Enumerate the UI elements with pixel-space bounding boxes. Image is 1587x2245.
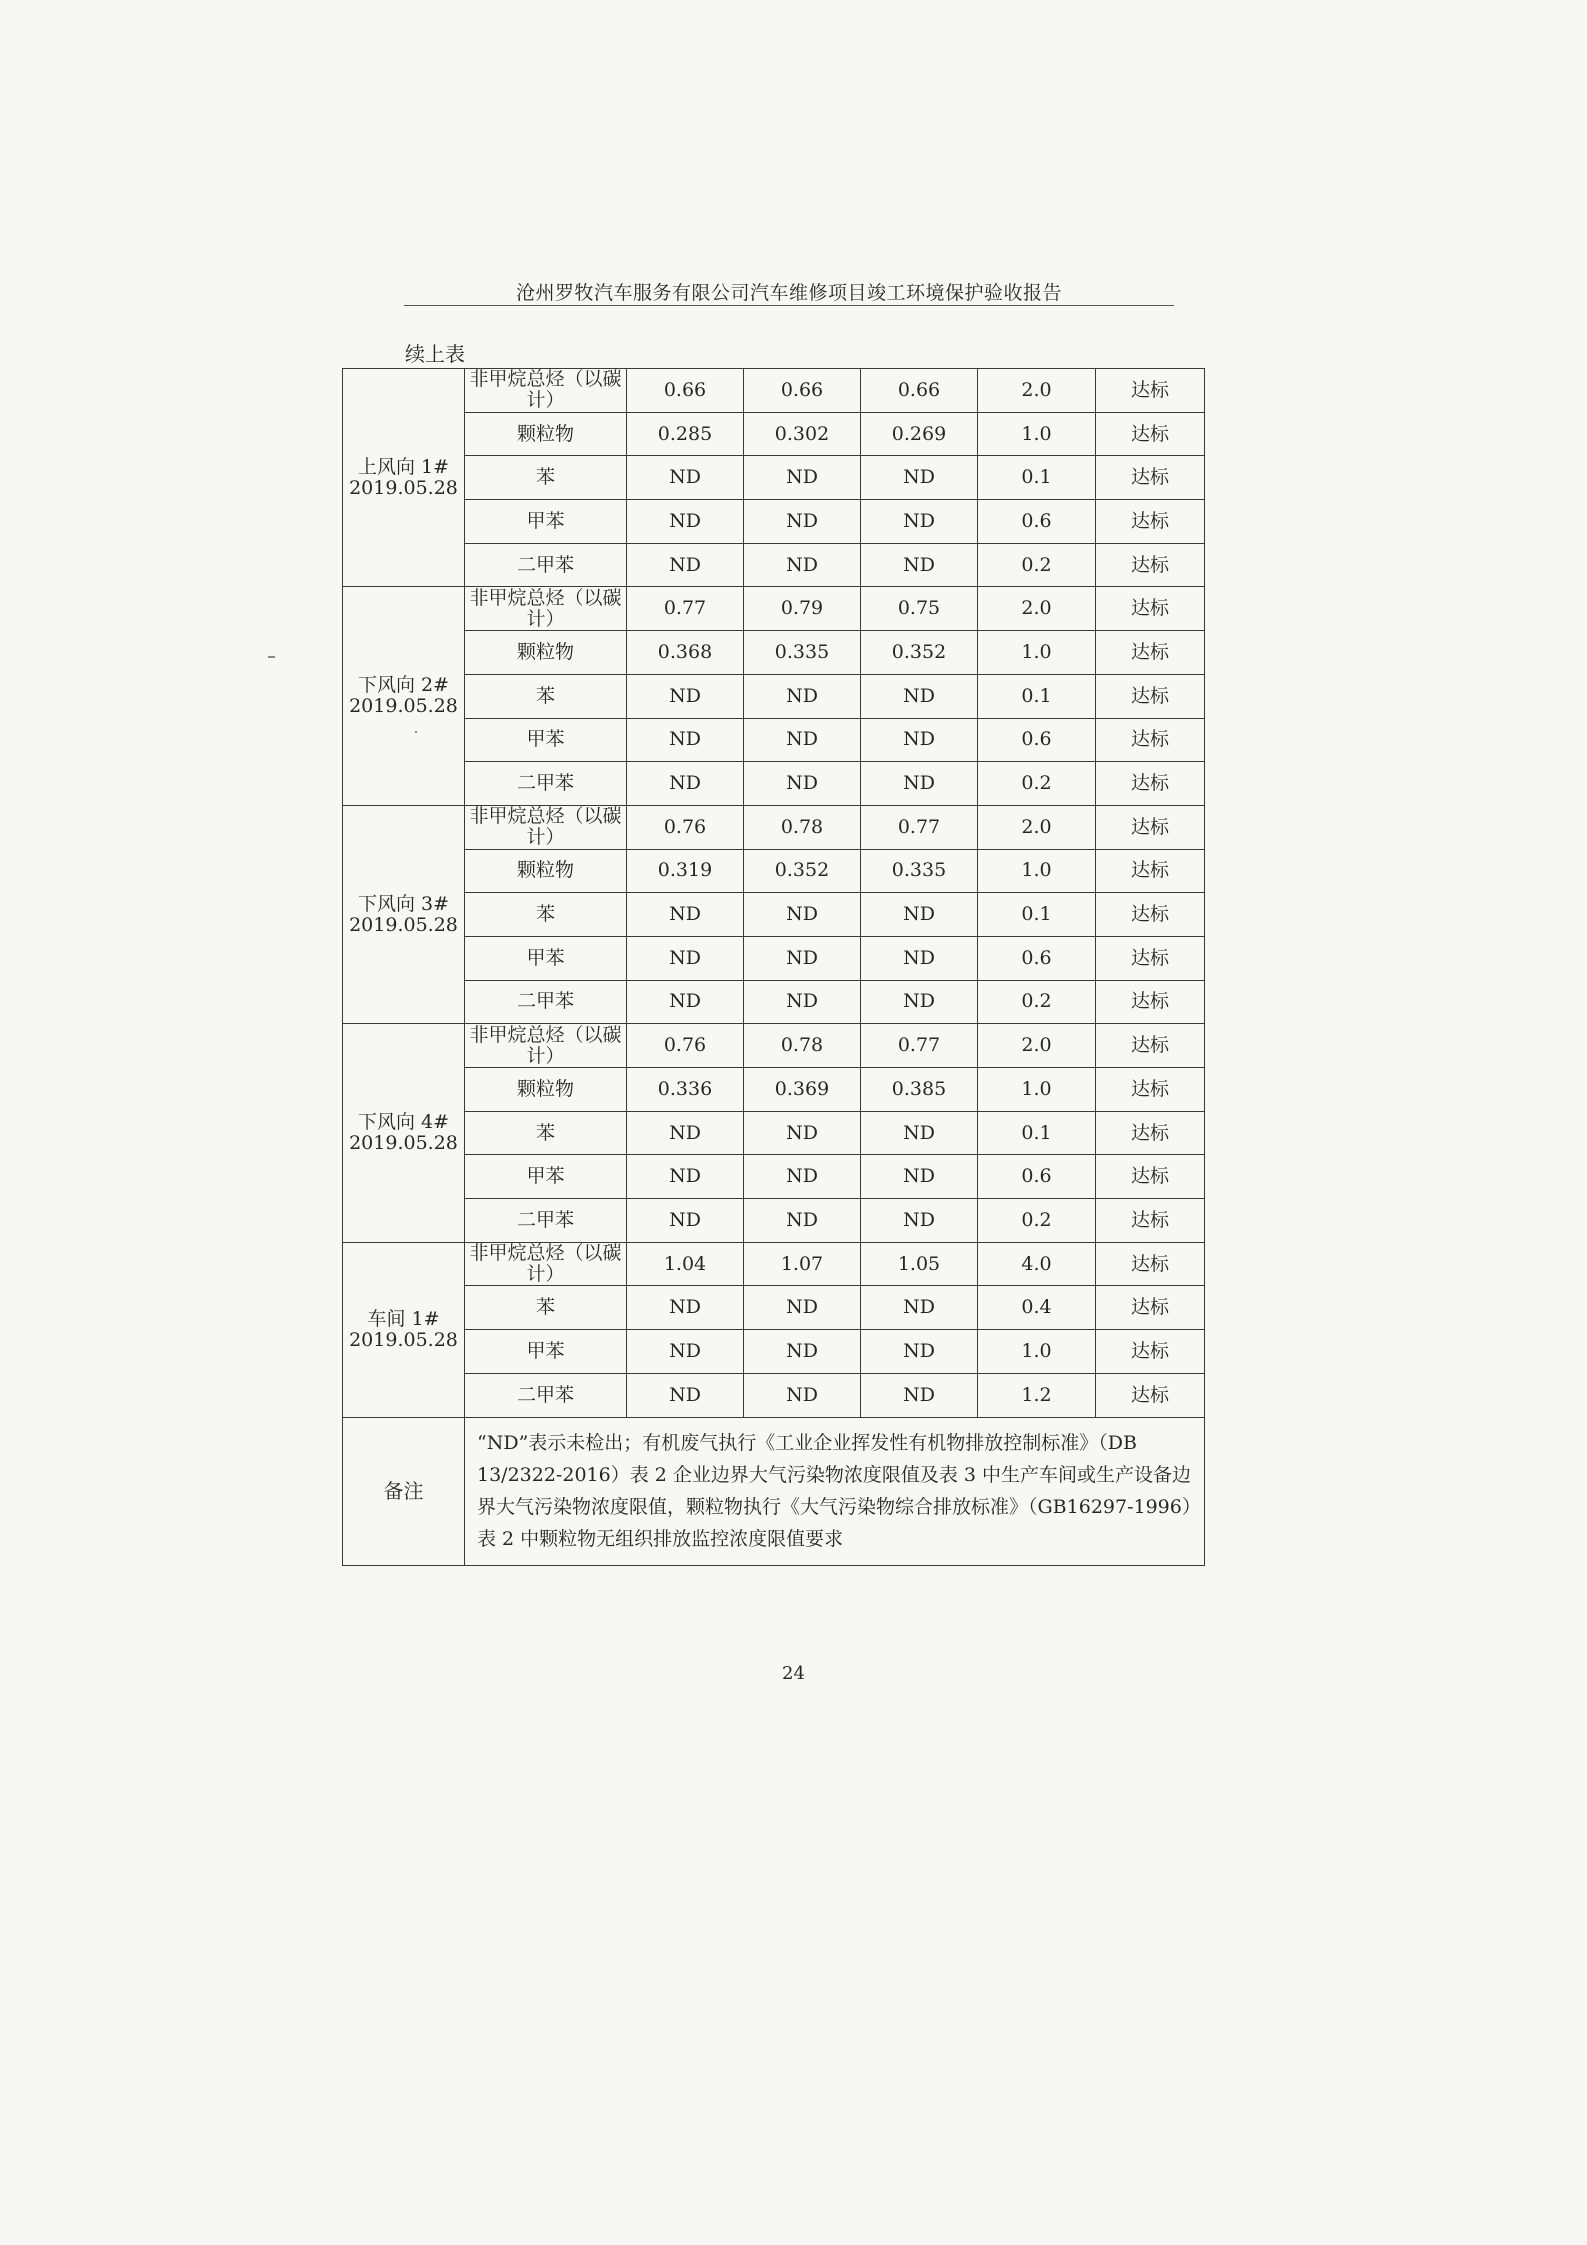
measured-value-2: 0.302 — [744, 412, 861, 456]
limit-value: 0.6 — [978, 500, 1096, 544]
limit-value: 0.2 — [978, 1199, 1096, 1243]
sampling-point-cell — [343, 369, 465, 587]
compliance-result: 达标 — [1096, 1286, 1205, 1330]
pollutant-item: 非甲烷总烃（以碳计） — [465, 805, 627, 849]
table-row — [343, 456, 1205, 500]
table-row — [343, 762, 1205, 806]
measured-value-1: 0.368 — [627, 631, 744, 675]
remark-label: 备注 — [343, 1417, 465, 1565]
measured-value-2: 0.79 — [744, 587, 861, 631]
pollutant-item: 非甲烷总烃（以碳计） — [465, 369, 627, 413]
sampling-date: 2019.05.28 — [349, 476, 458, 499]
table-row — [343, 849, 1205, 893]
table-row — [343, 500, 1205, 544]
report-header-title: 沧州罗牧汽车服务有限公司汽车维修项目竣工环境保护验收报告 — [515, 282, 1062, 304]
pollutant-item: 非甲烷总烃（以碳计） — [465, 1242, 627, 1286]
pollutant-item: 二甲苯 — [465, 1373, 627, 1417]
compliance-result: 达标 — [1096, 1373, 1205, 1417]
pollutant-item: 非甲烷总烃（以碳计） — [465, 587, 627, 631]
limit-value: 0.1 — [978, 893, 1096, 937]
measured-value-1: 0.77 — [627, 587, 744, 631]
compliance-result: 达标 — [1096, 631, 1205, 675]
sampling-date: 2019.05.28 — [349, 695, 458, 718]
measured-value-3: ND — [861, 762, 978, 806]
measured-value-2: ND — [744, 456, 861, 500]
measured-value-3: ND — [861, 674, 978, 718]
measured-value-1: 0.66 — [627, 369, 744, 413]
sampling-date: 2019.05.28 — [349, 1328, 458, 1351]
measured-value-3: ND — [861, 1111, 978, 1155]
measured-value-1: ND — [627, 543, 744, 587]
measured-value-3: ND — [861, 980, 978, 1024]
table-row — [343, 1111, 1205, 1155]
compliance-result: 达标 — [1096, 1330, 1205, 1374]
sampling-location: 下风向 4# — [357, 1111, 450, 1134]
measured-value-3: ND — [861, 500, 978, 544]
limit-value: 0.2 — [978, 980, 1096, 1024]
limit-value: 4.0 — [978, 1242, 1096, 1286]
measured-value-1: 0.285 — [627, 412, 744, 456]
compliance-result: 达标 — [1096, 762, 1205, 806]
pollutant-item: 二甲苯 — [465, 980, 627, 1024]
limit-value: 2.0 — [978, 1024, 1096, 1068]
measured-value-1: ND — [627, 674, 744, 718]
table-row — [343, 587, 1205, 631]
table-row — [343, 1373, 1205, 1417]
compliance-result: 达标 — [1096, 980, 1205, 1024]
table-row — [343, 412, 1205, 456]
compliance-result: 达标 — [1096, 1242, 1205, 1286]
measured-value-3: ND — [861, 1373, 978, 1417]
measured-value-1: ND — [627, 980, 744, 1024]
measured-value-3: 0.77 — [861, 1024, 978, 1068]
compliance-result: 达标 — [1096, 674, 1205, 718]
sampling-point-cell — [343, 1242, 465, 1417]
table-row — [343, 631, 1205, 675]
measured-value-2: 1.07 — [744, 1242, 861, 1286]
compliance-result: 达标 — [1096, 1199, 1205, 1243]
sampling-location: 下风向 2# — [357, 674, 450, 697]
compliance-result: 达标 — [1096, 1155, 1205, 1199]
pollutant-item: 颗粒物 — [465, 631, 627, 675]
compliance-result: 达标 — [1096, 412, 1205, 456]
pollutant-item: 苯 — [465, 1286, 627, 1330]
measured-value-3: ND — [861, 1199, 978, 1243]
measured-value-3: 0.269 — [861, 412, 978, 456]
limit-value: 1.0 — [978, 849, 1096, 893]
page-number: 24 — [782, 1663, 805, 1684]
header-rule — [404, 305, 1174, 306]
measured-value-2: ND — [744, 1373, 861, 1417]
table-body — [343, 369, 1205, 1566]
compliance-result: 达标 — [1096, 369, 1205, 413]
measured-value-3: ND — [861, 718, 978, 762]
table-row — [343, 1068, 1205, 1112]
measured-value-1: ND — [627, 1155, 744, 1199]
pollutant-item: 甲苯 — [465, 1330, 627, 1374]
pollutant-item: 苯 — [465, 893, 627, 937]
pollutant-item: 甲苯 — [465, 1155, 627, 1199]
measured-value-1: 1.04 — [627, 1242, 744, 1286]
measured-value-2: 0.352 — [744, 849, 861, 893]
table-row — [343, 1330, 1205, 1374]
measured-value-1: ND — [627, 1286, 744, 1330]
measured-value-2: 0.78 — [744, 805, 861, 849]
measured-value-1: ND — [627, 1199, 744, 1243]
measured-value-1: ND — [627, 762, 744, 806]
compliance-result: 达标 — [1096, 500, 1205, 544]
compliance-result: 达标 — [1096, 543, 1205, 587]
measured-value-2: ND — [744, 936, 861, 980]
sampling-point-cell — [343, 587, 465, 805]
limit-value: 1.0 — [978, 1330, 1096, 1374]
pollutant-item: 颗粒物 — [465, 849, 627, 893]
continuation-label: 续上表 — [405, 342, 465, 366]
pollutant-item: 甲苯 — [465, 718, 627, 762]
measured-value-1: ND — [627, 718, 744, 762]
pollutant-item: 苯 — [465, 1111, 627, 1155]
limit-value: 0.2 — [978, 762, 1096, 806]
compliance-result: 达标 — [1096, 587, 1205, 631]
measured-value-2: ND — [744, 980, 861, 1024]
table-row — [343, 369, 1205, 413]
measured-value-2: ND — [744, 1286, 861, 1330]
table-row — [343, 1024, 1205, 1068]
limit-value: 2.0 — [978, 805, 1096, 849]
measured-value-1: 0.76 — [627, 805, 744, 849]
compliance-result: 达标 — [1096, 893, 1205, 937]
pollutant-item: 苯 — [465, 456, 627, 500]
measured-value-3: 0.75 — [861, 587, 978, 631]
compliance-result: 达标 — [1096, 1111, 1205, 1155]
measured-value-1: ND — [627, 936, 744, 980]
pollutant-item: 甲苯 — [465, 500, 627, 544]
table-row — [343, 1242, 1205, 1286]
measured-value-2: 0.369 — [744, 1068, 861, 1112]
measured-value-2: ND — [744, 1155, 861, 1199]
measured-value-1: ND — [627, 1373, 744, 1417]
limit-value: 2.0 — [978, 369, 1096, 413]
measured-value-2: ND — [744, 893, 861, 937]
measured-value-1: ND — [627, 1111, 744, 1155]
measured-value-3: ND — [861, 1286, 978, 1330]
pollutant-item: 颗粒物 — [465, 1068, 627, 1112]
table-row — [343, 980, 1205, 1024]
limit-value: 0.6 — [978, 1155, 1096, 1199]
measured-value-2: 0.335 — [744, 631, 861, 675]
table-row — [343, 805, 1205, 849]
measured-value-3: 0.352 — [861, 631, 978, 675]
sampling-date: 2019.05.28 — [349, 1132, 458, 1155]
sampling-point-cell — [343, 805, 465, 1023]
measured-value-3: 0.77 — [861, 805, 978, 849]
limit-value: 1.0 — [978, 631, 1096, 675]
measured-value-1: 0.336 — [627, 1068, 744, 1112]
measured-value-2: ND — [744, 1111, 861, 1155]
sampling-location: 车间 1# — [367, 1307, 440, 1330]
measured-value-2: ND — [744, 500, 861, 544]
monitoring-results-table — [342, 368, 1205, 1566]
remark-text: “ND”表示未检出；有机废气执行《工业企业挥发性有机物排放控制标准》（DB 13/2322-2016）表 2 企业边界大气污染物浓度限值及表 3 中生产车间或生产设备边界大气污染物浓度限值，颗粒物执行《大气污染物综合排放标准》（GB16297-1996）表 2 中颗粒物无组织排放监控浓度限值要求 — [465, 1417, 1205, 1565]
measured-value-2: 0.78 — [744, 1024, 861, 1068]
sampling-location: 下风向 3# — [357, 892, 450, 915]
limit-value: 1.0 — [978, 1068, 1096, 1112]
pollutant-item: 二甲苯 — [465, 543, 627, 587]
pollutant-item: 颗粒物 — [465, 412, 627, 456]
measured-value-3: ND — [861, 456, 978, 500]
table-row — [343, 936, 1205, 980]
measured-value-3: ND — [861, 1330, 978, 1374]
measured-value-1: 0.76 — [627, 1024, 744, 1068]
scan-speck — [268, 656, 275, 658]
measured-value-1: ND — [627, 456, 744, 500]
limit-value: 0.1 — [978, 674, 1096, 718]
compliance-result: 达标 — [1096, 805, 1205, 849]
limit-value: 0.1 — [978, 456, 1096, 500]
measured-value-3: ND — [861, 1155, 978, 1199]
measured-value-2: ND — [744, 762, 861, 806]
table-row — [343, 893, 1205, 937]
remark-row — [343, 1417, 1205, 1565]
pollutant-item: 二甲苯 — [465, 1199, 627, 1243]
limit-value: 0.6 — [978, 718, 1096, 762]
measured-value-2: ND — [744, 674, 861, 718]
limit-value: 0.6 — [978, 936, 1096, 980]
measured-value-3: 0.66 — [861, 369, 978, 413]
pollutant-item: 甲苯 — [465, 936, 627, 980]
measured-value-1: ND — [627, 500, 744, 544]
measured-value-3: 1.05 — [861, 1242, 978, 1286]
limit-value: 2.0 — [978, 587, 1096, 631]
table-row — [343, 1155, 1205, 1199]
pollutant-item: 苯 — [465, 674, 627, 718]
limit-value: 1.0 — [978, 412, 1096, 456]
compliance-result: 达标 — [1096, 456, 1205, 500]
sampling-location: 上风向 1# — [357, 455, 450, 478]
measured-value-3: 0.385 — [861, 1068, 978, 1112]
pollutant-item: 非甲烷总烃（以碳计） — [465, 1024, 627, 1068]
pollutant-item: 二甲苯 — [465, 762, 627, 806]
measured-value-1: ND — [627, 893, 744, 937]
measured-value-2: ND — [744, 1199, 861, 1243]
table-row — [343, 543, 1205, 587]
table-row — [343, 674, 1205, 718]
measured-value-2: ND — [744, 718, 861, 762]
compliance-result: 达标 — [1096, 1068, 1205, 1112]
sampling-point-cell — [343, 1024, 465, 1242]
scan-speck — [415, 731, 417, 733]
limit-value: 0.4 — [978, 1286, 1096, 1330]
limit-value: 0.2 — [978, 543, 1096, 587]
measured-value-2: ND — [744, 1330, 861, 1374]
measured-value-3: 0.335 — [861, 849, 978, 893]
limit-value: 0.1 — [978, 1111, 1096, 1155]
compliance-result: 达标 — [1096, 718, 1205, 762]
table-row — [343, 718, 1205, 762]
measured-value-2: 0.66 — [744, 369, 861, 413]
measured-value-1: ND — [627, 1330, 744, 1374]
measured-value-3: ND — [861, 543, 978, 587]
measured-value-1: 0.319 — [627, 849, 744, 893]
table-row — [343, 1199, 1205, 1243]
compliance-result: 达标 — [1096, 1024, 1205, 1068]
measured-value-3: ND — [861, 893, 978, 937]
measured-value-3: ND — [861, 936, 978, 980]
sampling-date: 2019.05.28 — [349, 913, 458, 936]
compliance-result: 达标 — [1096, 849, 1205, 893]
measured-value-2: ND — [744, 543, 861, 587]
limit-value: 1.2 — [978, 1373, 1096, 1417]
compliance-result: 达标 — [1096, 936, 1205, 980]
table-row — [343, 1286, 1205, 1330]
